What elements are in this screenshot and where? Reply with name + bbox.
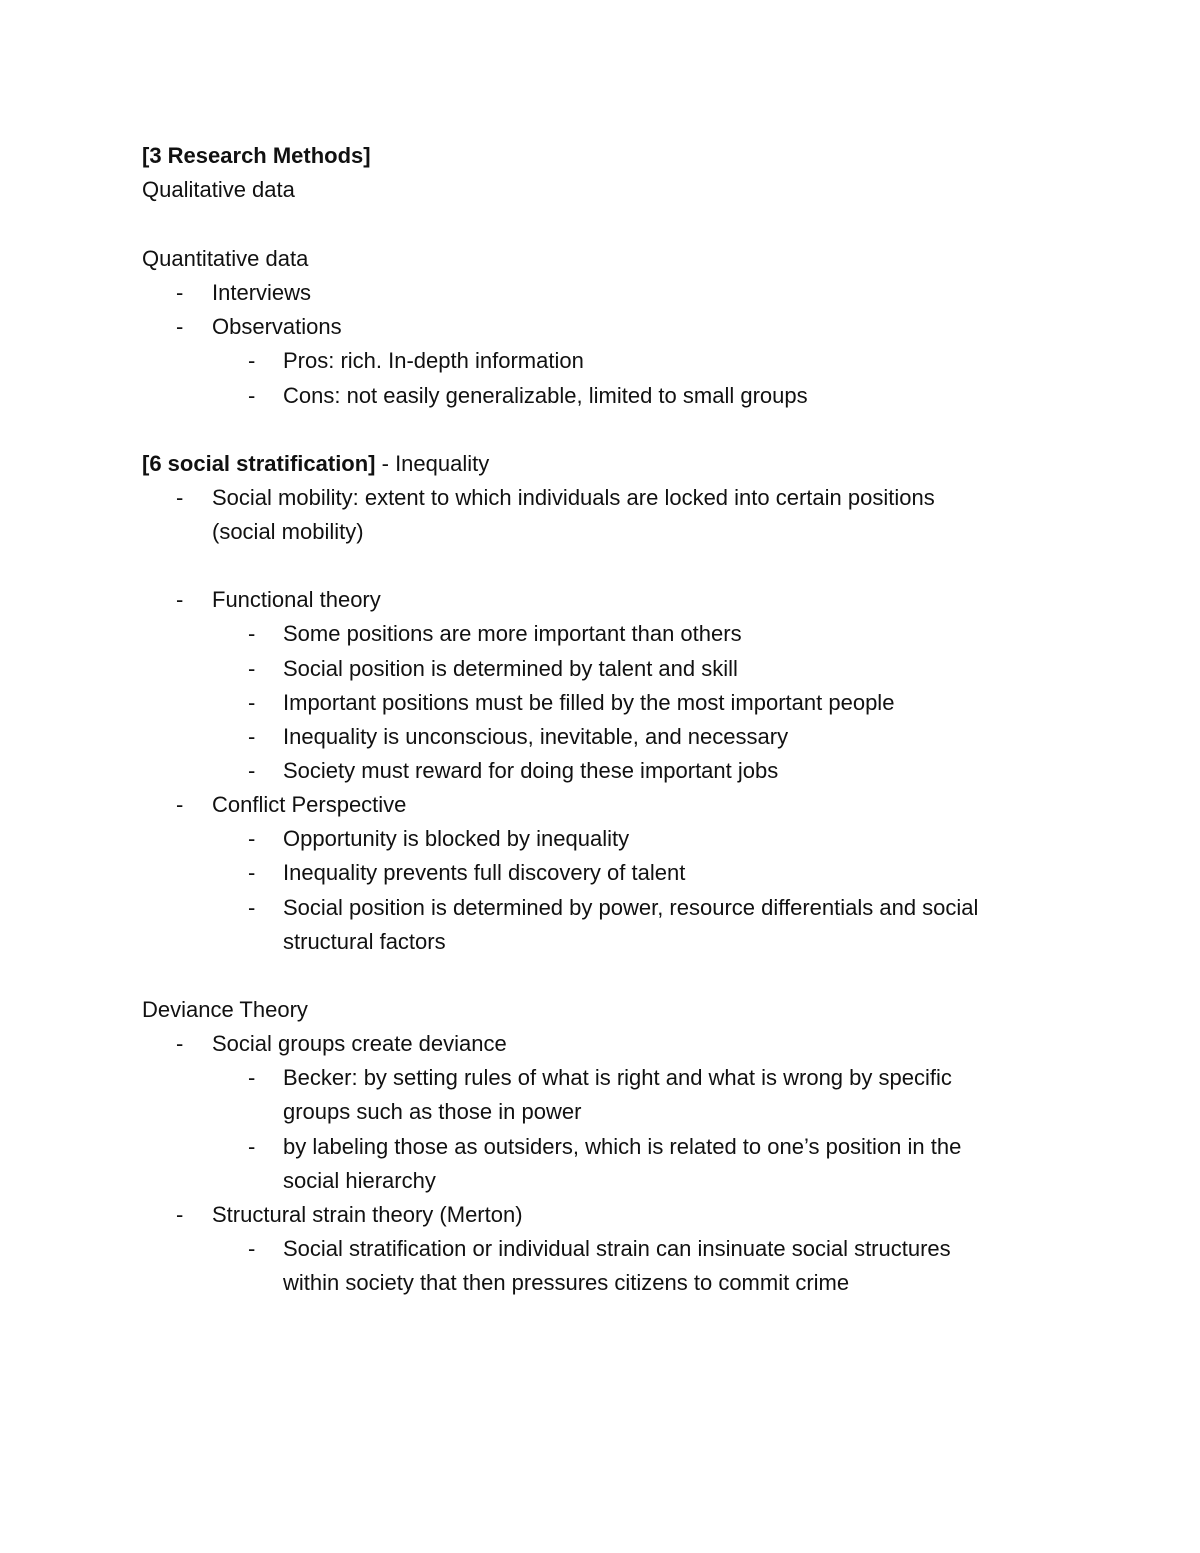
bullet-social-groups: Social groups create deviance <box>212 1031 507 1056</box>
sub-bullet-dash: - <box>248 895 256 920</box>
sub-bullet-dash: - <box>248 758 256 783</box>
sub-bullet-dash: - <box>248 1134 256 1159</box>
line-quantitative-data: Quantitative data <box>142 246 309 271</box>
bullet-dash: - <box>176 587 184 612</box>
sub-bullet-pros: Pros: rich. In-depth information <box>283 348 584 373</box>
sub-bullet-item: Social position is determined by power, resource differentials and social <box>283 895 979 920</box>
sub-bullet-item: Social stratification or individual strain can insinuate social structures <box>283 1236 951 1261</box>
section-heading-social-stratification <box>142 449 489 479</box>
sub-bullet-item-cont: groups such as those in power <box>283 1099 582 1124</box>
bullet-dash: - <box>176 314 184 339</box>
sub-bullet-item: by labeling those as outsiders, which is related to one’s position in the <box>283 1134 962 1159</box>
bullet-dash: - <box>176 485 184 510</box>
sub-bullet-item: Becker: by setting rules of what is right and what is wrong by specific <box>283 1065 952 1090</box>
bullet-social-mobility: Social mobility: extent to which individuals are locked into certain positions <box>212 485 935 510</box>
bullet-dash: - <box>176 280 184 305</box>
bullet-observations: Observations <box>212 314 342 339</box>
bullet-conflict-perspective: Conflict Perspective <box>212 792 407 817</box>
sub-bullet-dash: - <box>248 348 256 373</box>
sub-bullet-item: Social position is determined by talent and skill <box>283 656 738 681</box>
sub-bullet-dash: - <box>248 690 256 715</box>
sub-bullet-item: Inequality is unconscious, inevitable, and necessary <box>283 724 789 749</box>
sub-bullet-item: Opportunity is blocked by inequality <box>283 826 630 851</box>
sub-bullet-item-cont: within society that then pressures citizens to commit crime <box>283 1270 850 1295</box>
bullet-interviews: Interviews <box>212 280 312 305</box>
sub-bullet-item: Society must reward for doing these important jobs <box>283 758 779 783</box>
sub-bullet-dash: - <box>248 1065 256 1090</box>
heading-suffix: - Inequality <box>375 451 490 476</box>
section-heading-research-methods: [3 Research Methods] <box>142 143 371 168</box>
bullet-structural-strain: Structural strain theory (Merton) <box>212 1202 523 1227</box>
bullet-social-mobility-cont: (social mobility) <box>212 519 364 544</box>
sub-bullet-dash: - <box>248 383 256 408</box>
sub-bullet-item: Important positions must be filled by the most important people <box>283 690 895 715</box>
sub-bullet-dash: - <box>248 621 256 646</box>
bullet-dash: - <box>176 1202 184 1227</box>
sub-bullet-dash: - <box>248 724 256 749</box>
sub-bullet-item: Inequality prevents full discovery of talent <box>283 860 686 885</box>
bullet-dash: - <box>176 792 184 817</box>
sub-bullet-dash: - <box>248 860 256 885</box>
bullet-functional-theory: Functional theory <box>212 587 381 612</box>
sub-bullet-item-cont: social hierarchy <box>283 1168 436 1193</box>
sub-bullet-cons: Cons: not easily generalizable, limited to small groups <box>283 383 808 408</box>
heading-bold-part: [6 social stratification] <box>142 451 376 476</box>
sub-bullet-dash: - <box>248 1236 256 1261</box>
section-heading-deviance-theory: Deviance Theory <box>142 997 308 1022</box>
bullet-dash: - <box>176 1031 184 1056</box>
sub-bullet-dash: - <box>248 656 256 681</box>
sub-bullet-item-cont: structural factors <box>283 929 446 954</box>
line-qualitative-data: Qualitative data <box>142 177 295 202</box>
sub-bullet-dash: - <box>248 826 256 851</box>
sub-bullet-item: Some positions are more important than others <box>283 621 742 646</box>
